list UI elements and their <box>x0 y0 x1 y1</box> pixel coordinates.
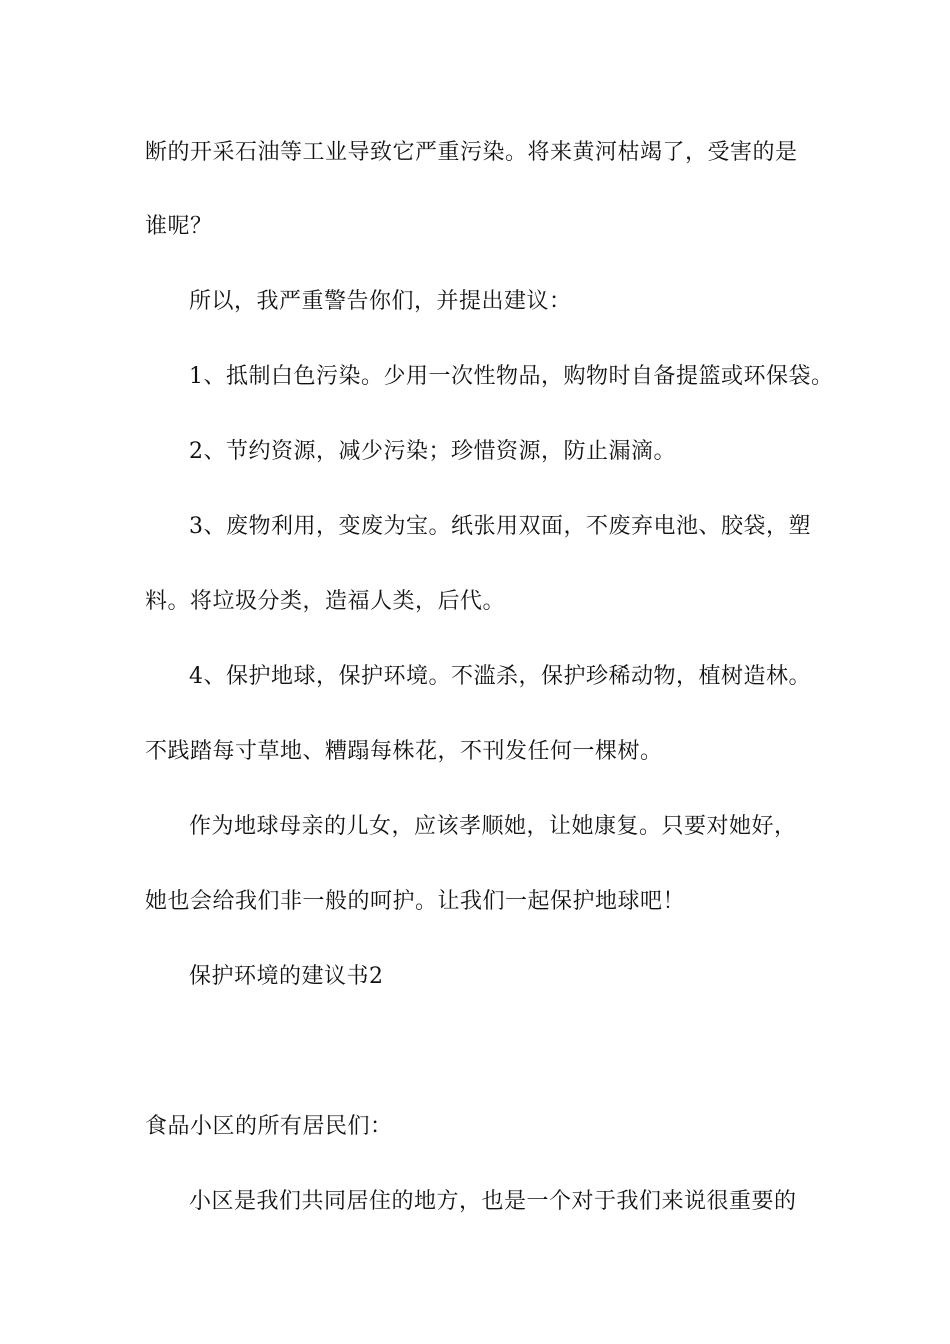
paragraph-intro: 所以，我严重警告你们，并提出建议： <box>189 289 572 314</box>
list-item-1: 1、抵制白色污染。少用一次性物品，购物时自备提篮或环保袋。 <box>189 364 834 389</box>
paragraph-body: 小区是我们共同居住的地方，也是一个对于我们来说很重要的 <box>189 1189 797 1214</box>
text-line: 料。将垃圾分类，造福人类，后代。 <box>145 589 506 614</box>
paragraph-closing: 作为地球母亲的儿女，应该孝顺她，让她康复。只要对她好， <box>189 814 797 839</box>
section-title: 保护环境的建议书2 <box>189 964 384 989</box>
text-line: 不践踏每寸草地、糟蹋每株花，不刊发任何一棵树。 <box>145 739 663 764</box>
list-item-3: 3、废物利用，变废为宝。纸张用双面，不废弃电池、胶袋，塑 <box>189 514 811 539</box>
list-item-4: 4、保护地球，保护环境。不滥杀，保护珍稀动物，植树造林。 <box>189 664 811 689</box>
text-line: 断的开采石油等工业导致它严重污染。将来黄河枯竭了，受害的是 <box>145 140 798 165</box>
text-line: 谁呢？ <box>145 214 213 239</box>
list-item-2: 2、节约资源，减少污染；珍惜资源，防止漏滴。 <box>189 439 676 464</box>
text-line: 她也会给我们非一般的呵护。让我们一起保护地球吧！ <box>145 889 686 914</box>
salutation: 食品小区的所有居民们： <box>145 1114 393 1139</box>
